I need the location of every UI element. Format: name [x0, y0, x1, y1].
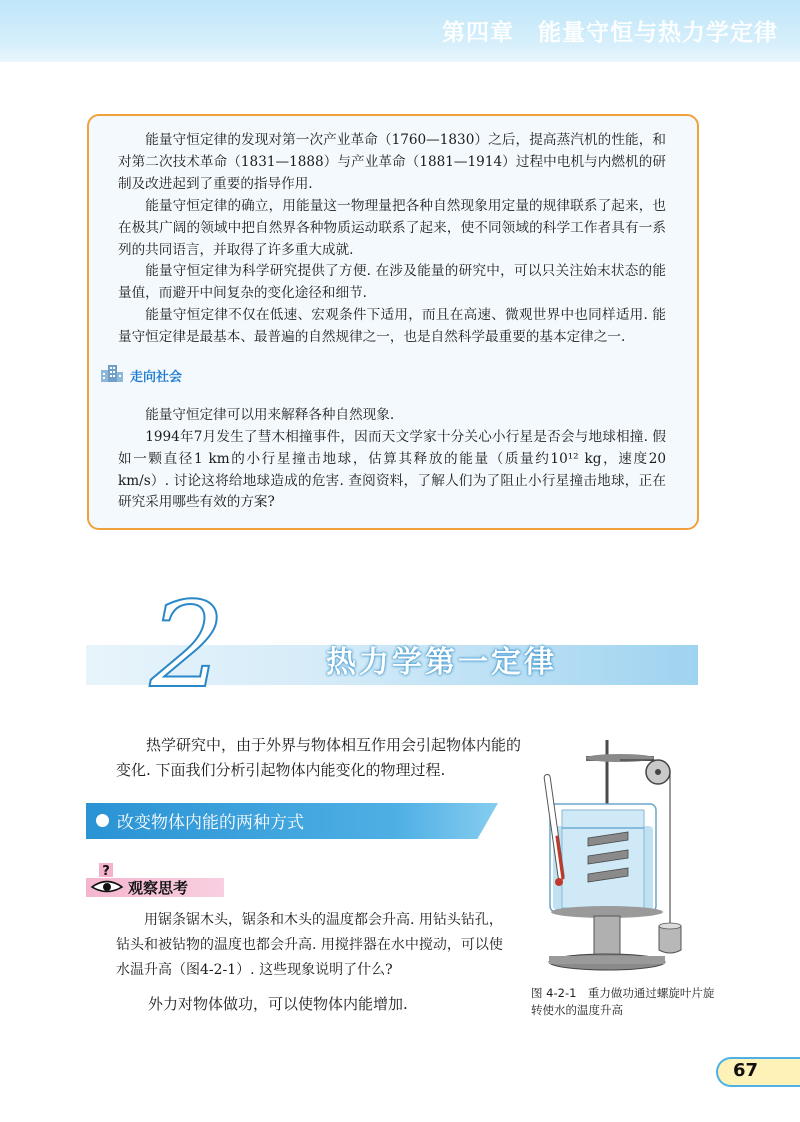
- building-icon: [100, 364, 124, 386]
- society-paragraph: 能量守恒定律可以用来解释各种自然现象.: [145, 407, 395, 423]
- subsection-heading: [96, 808, 304, 833]
- chapter-title: 第四章 能量守恒与热力学定律: [442, 20, 778, 46]
- info-paragraph: 能量守恒定律的发现对第一次产业革命（1760—1830）之后，提高蒸汽机的性能，和对第二次技术革命（1831—1888）与产业革命（1881—1914）过程中电机与内燃机的研制及改进起到了重要的指导作用.: [118, 132, 666, 192]
- conclusion-paragraph: 外力对物体做功，可以使物体内能增加.: [148, 995, 408, 1013]
- bullet-dot-icon: [96, 814, 109, 827]
- info-paragraph: 能量守恒定律的确立，用能量这一物理量把各种自然现象用定量的规律联系了起来，也在极其广阔的领域中把自然界各种物质运动联系了起来，使不同领域的科学工作者具有一系列的共同语言，并取得了许多重大成就.: [118, 198, 666, 258]
- info-paragraph: 能量守恒定律不仅在低速、宏观条件下适用，而且在高速、微观世界中也同样适用. 能量守恒定律是最基本、最普遍的自然规律之一，也是自然科学最重要的基本定律之一.: [118, 307, 666, 345]
- intro-paragraph: 热学研究中，由于外界与物体相互作用会引起物体内能的变化. 下面我们分析引起物体内能变化的物理过程.: [116, 736, 522, 779]
- subsection-title: 改变物体内能的两种方式: [117, 813, 304, 833]
- observe-paragraph: 用锯条锯木头，锯条和木头的温度都会升高. 用钻头钻孔，钻头和被钻物的温度也都会升高. 用搅拌器在水中搅动，可以使水温升高（图4-2-1）. 这些现象说明了什么?: [116, 912, 503, 978]
- society-label: 走向社会: [130, 369, 183, 385]
- figure-caption: 图 4-2-1 重力做功通过螺旋叶片旋转使水的温度升高: [531, 986, 715, 1017]
- page-number: 67: [733, 1060, 759, 1081]
- society-paragraph: 1994年7月发生了彗木相撞事件，因而天文学家十分关心小行星是否会与地球相撞. 假如一颗直径1 km的小行星撞击地球，估算其释放的能量（质量约10¹² kg，速度20 km/s）. 讨论这将给地球造成的危害. 查阅资料，了解人们为了阻止小行星撞击地球，正在研究采用哪些有效的方案?: [118, 429, 666, 511]
- info-paragraph: 能量守恒定律为科学研究提供了方便. 在涉及能量的研究中，可以只关注始末状态的能量值，而避开中间复杂的变化途径和细节.: [118, 263, 666, 301]
- section-number: 2: [150, 576, 226, 714]
- society-heading: [100, 364, 182, 386]
- eye-question-icon: [90, 863, 124, 899]
- stirrer-apparatus-figure: [528, 736, 728, 986]
- section-title: 热力学第一定律: [326, 645, 557, 680]
- observe-heading: [86, 863, 226, 895]
- observe-label: 观察思考: [128, 879, 189, 897]
- svg-text:?: ?: [102, 864, 110, 879]
